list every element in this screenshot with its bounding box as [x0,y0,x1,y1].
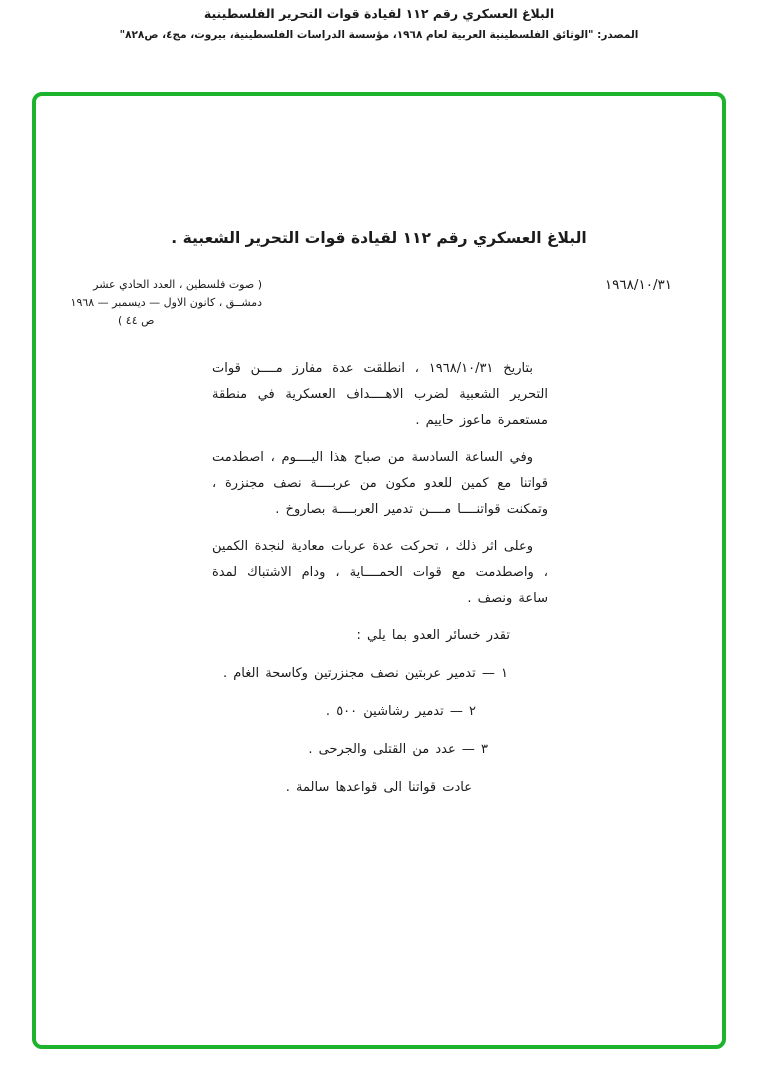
document-frame [32,92,726,1049]
losses-intro: تقدر خسائر العدو بما يلي : [356,628,510,643]
loss-item-3: ٣ — عدد من القتلى والجرحى . [308,742,488,757]
citation-line-2: دمشــق ، كانون الاول — ديسمبر — ١٩٦٨ [70,296,262,309]
loss-item-1: ١ — تدمير عربتين نصف مجنزرتين وكاسحة الغام . [222,666,508,681]
communique-title: البلاغ العسكري رقم ١١٢ لقيادة قوات التحرير الشعبية . [171,229,587,247]
header-source: المصدر: "الوثائق الفلسطينية العربية لعام ١٩٦٨، مؤسسة الدراسات الفلسطينية، بيروت، مج٤، ص٨٢٨" [119,29,639,41]
body-paragraph-3: وعلى اثر ذلك ، تحركت عدة عربات معادية لنجدة الكمين ، واصطدمت مع قوات الحمــــاية ، ودام الاشتباك لمدة ساعة ونصف . [212,539,548,606]
loss-item-2: ٢ — تدمير رشاشين ٥٠٠ . [325,704,476,719]
communique-date: ١٩٦٨/١٠/٣١ [604,277,672,293]
closing-line: عادت قواتنا الى قواعدها سالمة . [285,780,472,795]
citation-line-1: ( صوت فلسطين ، العدد الحادي عشر [93,278,262,291]
citation-line-3: ص ٤٤ ) [118,314,155,327]
scanned-document [36,96,722,1045]
publication-citation [70,276,262,330]
header-title: البلاغ العسكري رقم ١١٢ لقيادة قوات التحرير الفلسطينية [203,6,555,21]
body-paragraph-1: بتاريخ ١٩٦٨/١٠/٣١ ، انطلقت عدة مفارز مــــن قوات التحرير الشعبية لضرب الاهــــداف العسكرية في منطقة مستعمرة ماعوز حاييم . [212,361,548,428]
body-paragraph-2: وفي الساعة السادسة من صباح هذا اليــــوم ، اصطدمت قواتنا مع كمين للعدو مكون من عربــــة نصف مجنزرة ، وتمكنت قواتنــــا مــــن تدمير العربــــة بصاروخ . [212,450,548,517]
page-header [0,6,758,41]
communique-body [212,356,548,801]
